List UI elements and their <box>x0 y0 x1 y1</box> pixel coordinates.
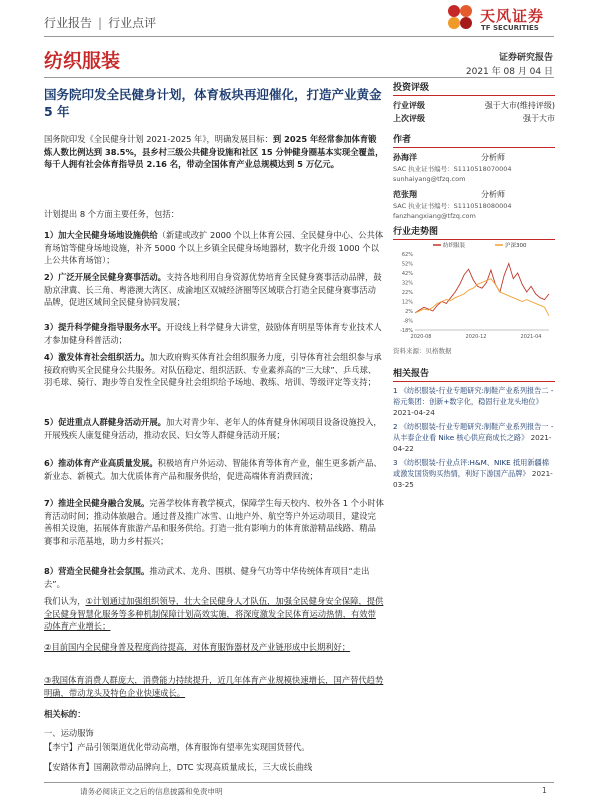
author-name: 孙海洋 <box>393 153 417 162</box>
task-text: 加大对青少年、老年人的体育健身休闲项目设备设施投入，开展残疾人康复健身活动，推动农民、妇女等人群健身活动开展； <box>44 417 382 440</box>
task-3 <box>44 321 384 346</box>
task-head: 4）激发体育社会组织活力。 <box>44 352 150 362</box>
y-tick-label: 12% <box>401 299 413 306</box>
task-8 <box>44 565 384 590</box>
author-email[interactable]: sunhaiyang@tfzq.com <box>393 175 466 183</box>
task-2 <box>44 271 384 309</box>
task-text: 支持各地利用自身资源优势培育全民健身赛事活动品牌，鼓励京津冀、长三角、粤港澳大湾区、成渝地区双城经济圈等区域联合打造全民健身赛事活动品牌，促进区域间全民健身协同发展； <box>44 272 382 308</box>
related-date: 2021-04-22 <box>393 433 552 453</box>
rating-row <box>393 99 555 112</box>
author-row <box>393 188 555 201</box>
task-text: 完善学校体育教学模式，保障学生每天校内、校外各 1 个小时体育活动时间；推动体旅融合。通过普及推广冰雪、山地户外、航空等户外运动项目，建设完善相关设施，拓展体育旅游产品和服务供给。打造一批有影响力的体育旅游精品线路、精品赛事和示范基地，助力乡村振兴； <box>44 498 384 546</box>
y-tick-label: 52% <box>401 261 413 268</box>
header-separator: | <box>98 16 103 30</box>
target-item <box>44 761 384 774</box>
author-cert: SAC 执业证书编号：S1110518070004 <box>393 165 512 173</box>
author-role: 分析师 <box>481 190 505 199</box>
related-report[interactable] <box>393 421 555 454</box>
prev-rating-row <box>393 112 555 125</box>
page-number: 1 <box>542 786 547 795</box>
task-text: （新建或改扩 2000 个以上体育公园、全民健身中心、公共体育场馆等健身场地设施，补齐 5000 个以上乡镇全民健身场地器材，数字化升级 1000 个以上公共体育场馆）； <box>44 230 384 266</box>
task-1 <box>44 229 384 267</box>
prev-rating-value: 强于大市 <box>523 114 555 123</box>
author-entry <box>393 151 555 184</box>
related-title[interactable]: 1 《纺织服装-行业专题研究:制鞋产业系列报告二 - 裕元集团：创新+数字化，稳固行业龙头地位》 <box>393 386 554 406</box>
author-email[interactable]: fanzhangxiang@tfzq.com <box>393 212 476 220</box>
targets-subheading: 一、运动服饰 <box>44 728 94 738</box>
related-section <box>393 366 555 490</box>
task-head: 8）营造全民健身社会氛围。 <box>44 566 150 576</box>
task-head: 2）广泛开展全民健身赛事活动。 <box>44 272 166 282</box>
task-head: 3）提升科学健身指导服务水平。 <box>44 322 166 332</box>
footer-divider <box>44 782 554 783</box>
author-cert: SAC 执业证书编号：S1110518080004 <box>393 202 512 210</box>
logo-text-en: TF SECURITIES <box>481 24 539 32</box>
view-point-3: ③我国体育消费人群庞大，消费能力持续提升，近几年体育产业规模快速增长，国产替代趋势明确，带动龙头及特色企业快速成长。 <box>44 675 384 698</box>
task-6 <box>44 457 384 482</box>
company-logo <box>444 2 554 36</box>
report-header <box>44 14 156 31</box>
related-divider <box>393 381 555 382</box>
task-text: 加大政府购买体育社会组织服务力度，引导体育社会组织参与承接政府购买全民健身公共服务。对队伍稳定、组织活跃、专业素养高的“三大球”、乒乓球、羽毛球、骑行、跑步等自发性全民健身社会组织给予场地、教练、培训、等级评定等支持； <box>44 352 382 388</box>
intro-paragraph <box>44 133 384 171</box>
author-entry <box>393 188 555 221</box>
rating-label: 行业评级 <box>393 101 425 110</box>
task-text: 开设线上科学健身大讲堂，鼓励体育明星等体育专业技术人才参加健身科普活动； <box>44 322 382 345</box>
task-head: 1）加大全民健身场地设施供给 <box>44 230 158 240</box>
related-title[interactable]: 3 《纺织服装-行业点评:H&M、NIKE 抵用新疆棉或激发国货购买热情，利好下游国产品牌》 <box>393 458 549 478</box>
trend-heading: 行业走势图 <box>393 227 439 237</box>
x-tick-label: 2021-04 <box>520 334 542 340</box>
related-report[interactable] <box>393 457 555 490</box>
legend-label: 纺织服装 <box>443 243 466 249</box>
report-type: 证券研究报告 <box>498 53 553 63</box>
disclaimer-footer[interactable]: 请务必阅读正文之后的信息披露和免责申明 <box>80 787 223 796</box>
related-date: 2021-03-25 <box>393 469 553 489</box>
report-category: 行业报告 <box>44 16 93 30</box>
author-divider <box>393 147 555 148</box>
report-subcategory: 行业点评 <box>108 16 157 30</box>
intro-bold: 到 2025 年经常参加体育锻炼人数比例达到 38.5%，县乡村三级公共健身设施和社区 15 分钟健身圈基本实现全覆盖，每千人拥有社会体育指导员 2.16 名，带动全国体育产业总规模达到 5 万亿元。 <box>44 134 384 170</box>
report-headline: 国务院印发全民健身计划，体育板块再迎催化，打造产业黄金 5 年 <box>44 87 382 119</box>
author-heading: 作者 <box>393 135 412 145</box>
task-text: 推动武术、龙舟、围棋、健身气功等中华传统体育项目“走出去”。 <box>44 566 370 589</box>
task-head: 5）促进重点人群健身活动开展。 <box>44 417 166 427</box>
y-tick-label: 42% <box>401 271 413 277</box>
series-line-2 <box>415 279 549 316</box>
legend-label: 沪深300 <box>505 243 527 249</box>
author-role: 分析师 <box>481 153 505 162</box>
related-heading: 相关报告 <box>393 369 430 379</box>
y-tick-label: 32% <box>401 280 413 287</box>
title-divider <box>44 77 554 78</box>
rating-value: 强于大市(维持评级) <box>484 101 555 110</box>
task-head: 7）推进全民健身融合发展。 <box>44 498 150 508</box>
task-5 <box>44 416 384 441</box>
petal-logo-icon <box>444 2 476 34</box>
header-divider <box>44 36 554 37</box>
y-tick-label: -18% <box>400 328 413 334</box>
view-point-2: ②目前国内全民健身普及程度尚待提高，对体育服饰器材及产业链形成中长期利好； <box>44 642 351 652</box>
target-name: 【安踏体育】 <box>44 762 94 772</box>
rating-heading: 投资评级 <box>393 83 430 93</box>
related-report[interactable] <box>393 385 555 418</box>
target-text: 产品引领渠道优化带动高增，体育服饰有望率先实现国货替代。 <box>77 742 310 752</box>
chart-source: 资料来源：贝格数据 <box>393 347 452 355</box>
target-text: 国潮款带动品牌向上，DTC 实现高质量成长，三大成长曲线 <box>93 762 313 772</box>
targets-heading-text: 相关标的： <box>44 709 86 719</box>
report-date: 2021 年 08 月 04 日 <box>465 67 553 77</box>
rating-divider <box>393 95 555 96</box>
industry-title: 纺织服装 <box>44 50 121 72</box>
target-item <box>44 741 384 754</box>
task-text: 积极培育户外运动、智能体育等体育产业，催生更多新产品、新业态、新模式。加大优质体育产品和服务供给，促进高端体育消费回流； <box>44 458 382 481</box>
y-tick-label: 2% <box>405 309 413 315</box>
y-tick-label: 22% <box>401 290 413 296</box>
y-tick-label: 62% <box>401 252 413 258</box>
author-section <box>393 132 555 221</box>
trend-chart <box>393 238 555 342</box>
author-name: 范张翔 <box>393 190 417 199</box>
view-lead: 我们认为， <box>44 596 86 606</box>
x-tick-label: 2020-08 <box>410 334 432 340</box>
logo-text-cn: 天风证券 <box>480 7 545 25</box>
task-4 <box>44 351 384 389</box>
prev-rating-label: 上次评级 <box>393 114 425 123</box>
related-date: 2021-04-24 <box>393 408 435 417</box>
task-head: 6）推动体育产业高质量发展。 <box>44 458 158 468</box>
y-tick-label: -8% <box>403 318 413 325</box>
targets-heading <box>44 708 384 721</box>
target-name: 【李宁】 <box>44 742 78 752</box>
task-7 <box>44 497 384 547</box>
view-point-1: ①计划通过加强组织领导，壮大全民健身人才队伍，加强全民健身安全保障，提供全民健身智慧化服务等多种机制保障计划高效实施，将深度激发全民体育运动热情，有效带动体育产业增长； <box>44 596 384 632</box>
related-title[interactable]: 2 《纺织服装-行业专题研究:制鞋产业系列报告一 - 从丰泰企业看 Nike 核心供应商成长之路》 <box>393 422 554 442</box>
plan-intro: 计划提出 8 个方面主要任务，包括： <box>44 209 180 219</box>
intro-plain: 国务院印发《全民健身计划 2021-2025 年》，明确发展目标： <box>44 134 273 144</box>
x-tick-label: 2020-12 <box>465 334 487 340</box>
rating-section <box>393 80 555 125</box>
view-paragraph <box>44 595 384 633</box>
author-row <box>393 151 555 164</box>
